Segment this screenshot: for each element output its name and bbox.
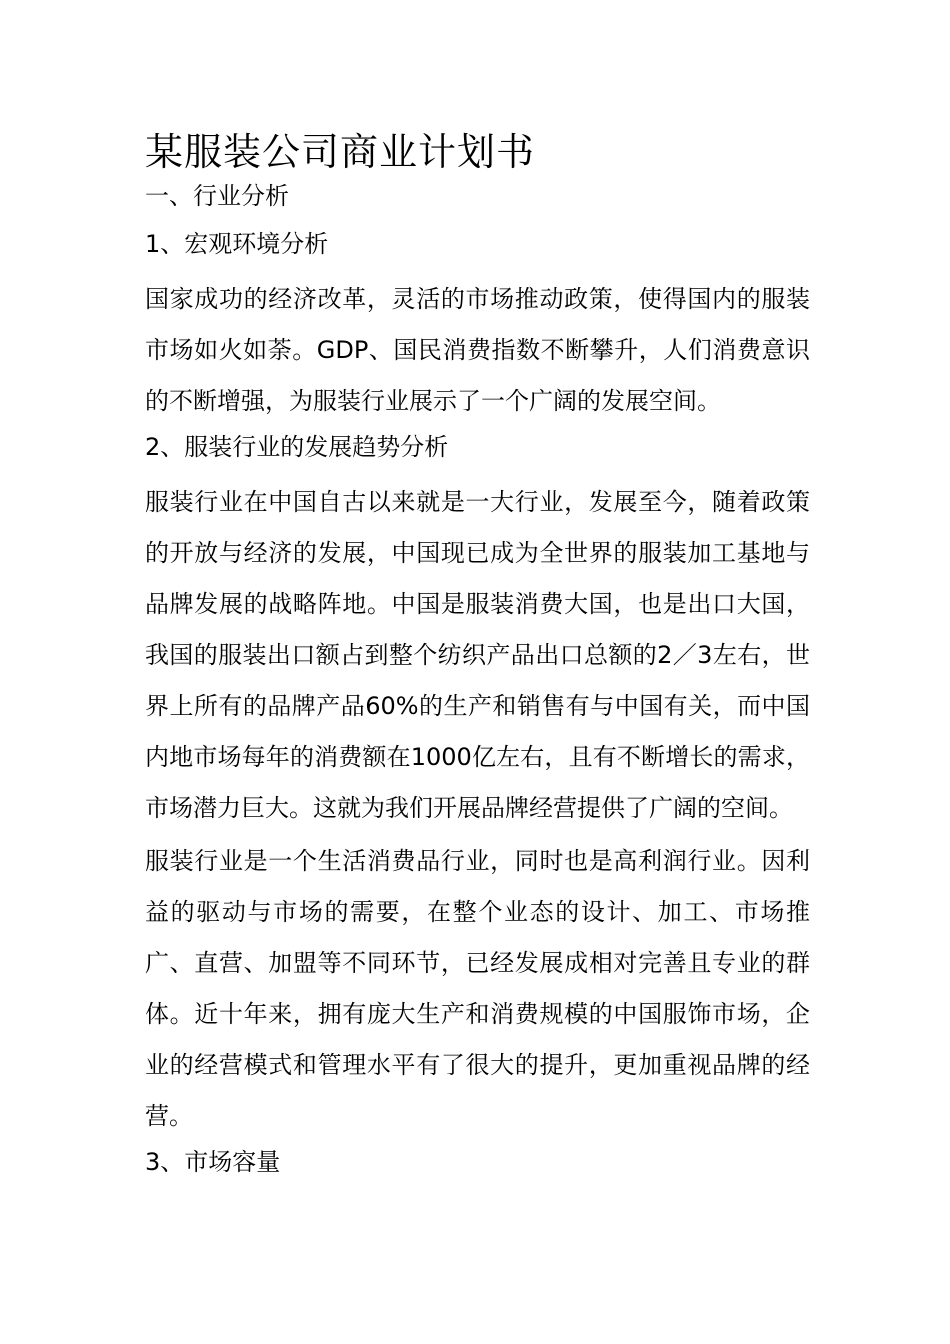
section-heading-industry-analysis: 一、行业分析 [145,182,289,210]
document-body [145,126,810,1192]
paragraph-industry-trends-2: 服装行业是一个生活消费品行业，同时也是高利润行业。因利益的驱动与市场的需要，在整个业态的设计、加工、市场推广、直营、加盟等不同环节，已经发展成相对完善且专业的群体。近十年来，拥有庞大生产和消费规模的中国服饰市场，企业的经营模式和管理水平有了很大的提升，更加重视品牌的经营。 [145,847,810,1130]
subheading-industry-trends: 2、服装行业的发展趋势分析 [145,433,449,461]
paragraph-macro-environment: 国家成功的经济改革，灵活的市场推动政策，使得国内的服装市场如火如荼。GDP、国民消费指数不断攀升，人们消费意识的不断增强，为服装行业展示了一个广阔的发展空间。 [145,285,810,415]
subheading-market-capacity: 3、市场容量 [145,1148,281,1176]
subheading-macro-environment: 1、宏观环境分析 [145,230,329,258]
paragraph-industry-trends-1: 服装行业在中国自古以来就是一大行业，发展至今，随着政策的开放与经济的发展，中国现已成为全世界的服装加工基地与品牌发展的战略阵地。中国是服装消费大国，也是出口大国，我国的服装出口额占到整个纺织产品出口总额的2／3左右，世界上所有的品牌产品60%的生产和销售有与中国有关，而中国内地市场每年的消费额在1000亿左右，且有不断增长的需求，市场潜力巨大。这就为我们开展品牌经营提供了广阔的空间。 [145,488,810,822]
document-title: 某服装公司商业计划书 [145,130,536,174]
